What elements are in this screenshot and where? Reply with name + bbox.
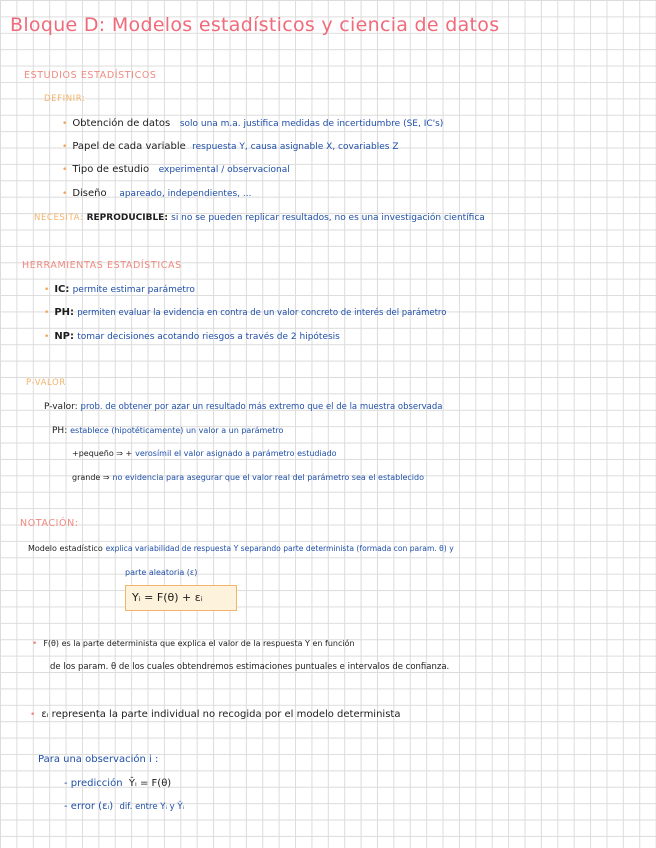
list-item: • Diseño apareado, independientes, ... — [62, 188, 252, 199]
bullet-icon: • — [30, 710, 36, 720]
f-line-2: de los param. θ de los cuales obtendremos estimaciones puntuales e intervalos de confianza. — [50, 662, 450, 672]
section-heading-estudios: ESTUDIOS ESTADÍSTICOS — [24, 70, 157, 81]
page-title: Bloque D: Modelos estadísticos y ciencia de datos — [10, 14, 500, 36]
list-item: • NP: tomar decisiones acotando riesgos a través de 2 hipótesis — [44, 331, 340, 342]
pvalor-line: grande ⇒ no evidencia para asegurar que el valor real del parámetro sea el establecido — [72, 473, 424, 482]
pvalor-line: +pequeño ⇒ + verosímil el valor asignado a parámetro estudiado — [72, 449, 337, 458]
bullet-icon: • — [44, 285, 50, 295]
list-item: • IC: permite estimar parámetro — [44, 284, 195, 295]
subheading-definir: DEFINIR: — [44, 94, 86, 104]
formula-box: Yᵢ = F(θ) + εᵢ — [125, 585, 237, 611]
modelo-line-2: parte aleatoria (ε) — [125, 568, 198, 577]
e-line: • εᵢ representa la parte individual no recogida por el modelo determinista — [30, 709, 401, 720]
section-heading-notacion: NOTACIÓN: — [20, 518, 79, 529]
bullet-icon: • — [44, 332, 50, 342]
bullet-icon: • — [62, 142, 68, 152]
observacion-label: Para una observación i : — [38, 754, 159, 765]
pvalor-line: P-valor: prob. de obtener por azar un resultado más extremo que el de la muestra observada — [44, 402, 443, 412]
error-line: - error (εᵢ) dif. entre Yᵢ y Ŷᵢ — [64, 801, 185, 812]
bullet-icon: • — [32, 639, 38, 649]
list-item: • Obtención de datos solo una m.a. justifica medidas de incertidumbre (SE, IC's) — [62, 118, 444, 129]
bullet-icon: • — [62, 165, 68, 175]
list-item: • Tipo de estudio experimental / observacional — [62, 164, 290, 175]
modelo-line: Modelo estadístico explica variabilidad de respuesta Y separando parte determinista (formada con param. θ) y — [28, 544, 454, 553]
necesita-line: NECESITA: REPRODUCIBLE: si no se pueden replicar resultados, no es una investigación científica — [34, 213, 485, 223]
f-line-1: • F(θ) es la parte determinista que explica el valor de la respuesta Y en función — [32, 639, 355, 649]
bullet-icon: • — [62, 189, 68, 199]
prediccion-line: - predicción Ŷᵢ = F(θ) — [64, 778, 172, 789]
bullet-icon: • — [44, 308, 50, 318]
section-heading-herramientas: HERRAMIENTAS ESTADÍSTICAS — [22, 260, 182, 271]
list-item: • Papel de cada variable respuesta Y, causa asignable X, covariables Z — [62, 141, 399, 152]
section-heading-pvalor: P-VALOR — [26, 378, 66, 388]
bullet-icon: • — [62, 119, 68, 129]
pvalor-line: PH: establece (hipotéticamente) un valor a un parámetro — [52, 426, 284, 436]
list-item: • PH: permiten evaluar la evidencia en contra de un valor concreto de interés del parámetro — [44, 307, 447, 318]
